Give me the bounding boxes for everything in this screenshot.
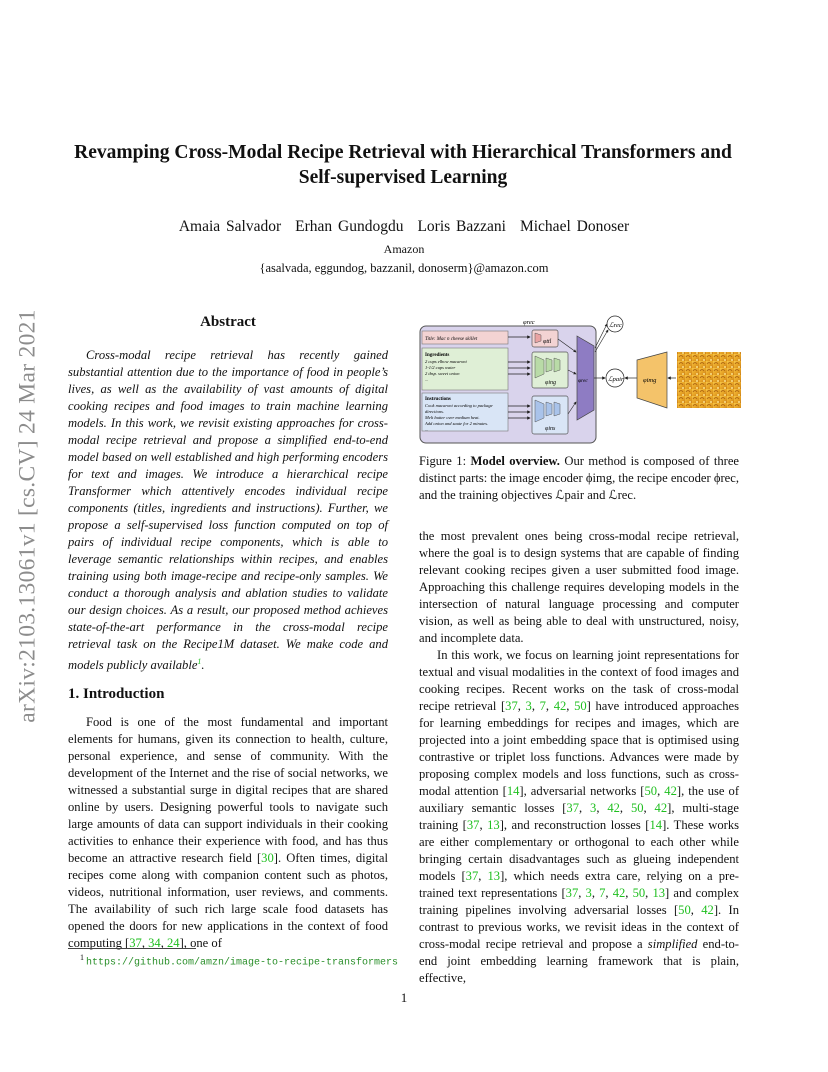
citation-link[interactable]: 50 xyxy=(574,699,587,713)
citation-link[interactable]: 7 xyxy=(599,886,606,900)
citation-link[interactable]: 24 xyxy=(167,936,180,950)
paragraph: Food is one of the most fundamental and important elements for humans, given its connection to health, culture, personal experience, and sense of community. With the development of the Internet and the rise of social networks, we witnessed a substantial surge in digital recipes that are shared online by users. Designing powerful tools to navigate such large amounts of data can support individuals in their cooking activities to enhance their experience with food, and has thus become an attractive research field [30]. Often times, digital recipes come along with companion content such as photos, videos, nutritional information, user reviews, and comments. The availability of such rich large scale food datasets has opened the doors for new applications in the context of food computing [37, 34, 24], one of xyxy=(68,715,388,950)
affiliation: Amazon xyxy=(383,242,425,256)
page-number: 1 xyxy=(400,990,408,1005)
citation-link[interactable]: 13 xyxy=(487,869,501,883)
instructions-heading: Instructions xyxy=(425,397,451,402)
citation-link[interactable]: 3 xyxy=(590,801,597,815)
paper-title: Revamping Cross-Modal Recipe Retrieval with Hierarchical Transformers and Self-supervised Learning xyxy=(74,142,732,188)
citation-link[interactable]: 37 xyxy=(466,818,480,832)
abstract-heading: Abstract xyxy=(200,314,256,330)
citation-link[interactable]: 14 xyxy=(506,784,520,798)
abstract-body: Cross-modal recipe retrieval has recently gained substantial attention due to the importance of food in people’s lives, as well as the availability of vast amounts of digital cooking recipes and food images to train machine learning models. In this work, we revisit existing approaches for cross-modal recipe retrieval and propose a simplified end-to-end model based on well established and high performing encoders for text and images. We introduce a hierarchical recipe Transformer which attentively encodes individual recipe components (titles, ingredients and instructions). Further, we propose a self-supervised loss function computed on top of pairs of individual recipe components, which is able to leverage semantic relationships within recipes, and enables training using both image-recipe and recipe-only samples. We conduct a thorough analysis and ablation studies to validate our design choices. As a result, our proposed method achieves state-of-the-art performance in the cross-modal recipe retrieval task on the Recipe1M dataset. We make code and models publicly available$^1$. xyxy=(68,348,388,673)
citation-link[interactable]: 13 xyxy=(652,886,666,900)
citation-link[interactable]: 37 xyxy=(505,699,518,713)
author: Loris Bazzani xyxy=(417,218,506,235)
ingredients-heading: Ingredients xyxy=(425,353,450,358)
citation-link[interactable]: 37 xyxy=(129,936,142,950)
author-emails: {asalvada, eggundog, bazzanil, donoserm}@amazon.com xyxy=(259,261,549,275)
paragraph: the most prevalent ones being cross-modal recipe retrieval, where the goal is to design systems that are capable of finding relevant cooking recipes given a user submitted food image. Approaching this challenge requires developing models in the intersection of natural language processing and computer vision, as well as being able to deal with unstructured, noisy, and incomplete data. xyxy=(419,529,739,645)
recipe-embedding-label: φrec xyxy=(578,378,588,384)
citation-link[interactable]: 42 xyxy=(664,784,677,798)
figure-title-text: Title: Mac n cheese skillet xyxy=(425,337,478,342)
citation-link[interactable]: 3 xyxy=(525,699,532,713)
introduction-body-continued xyxy=(419,528,739,987)
figure-text-line: directions. xyxy=(425,409,444,414)
citation-link[interactable]: 3 xyxy=(585,886,592,900)
citation-link[interactable]: 50 xyxy=(678,903,691,917)
paragraph: In this work, we focus on learning joint representations for textual and visual modalities in the context of food images and cooking recipes. Recent works on the task of cross-modal recipe retrieval [37, 3, 7, 42, 50] have introduced approaches for learning embeddings for recipes and images, which are projected into a joint embedding space that is optimised using contrastive or triplet loss functions. Advances were made by proposing complex models and loss functions, such as cross-modal attention [14], adversarial networks [50, 42], the use of auxiliary semantic losses [37, 3, 42, 50, 42], multi-stage training [37, 13], and reconstruction losses [14]. These works are either complementary or orthogonal to each other while bringing certain disadvantages such as glueing independent models [37, 13], which needs extra care, relying on a pre-trained text representations [37, 3, 7, 42, 50, 13] and complex training pipelines involving adversarial losses [50, 42]. In contrast to previous works, we revisit ideas in the context of cross-modal recipe retrieval and propose a simplified end-to-end joint embedding learning framework that is plain, effective, xyxy=(419,648,740,985)
citation-link[interactable]: 34 xyxy=(148,936,161,950)
citation-link[interactable]: 42 xyxy=(654,801,668,815)
figure-text-line: Melt butter over medium heat. xyxy=(425,415,480,420)
emphasis: simplified xyxy=(647,937,698,951)
arxiv-identifier: arXiv:2103.13061v1 [cs.CV] 24 Mar 2021 xyxy=(14,309,41,723)
food-image xyxy=(677,352,741,408)
citation-link[interactable]: 13 xyxy=(487,818,500,832)
title-encoder-label: φttl xyxy=(543,339,552,345)
pair-loss-label: ℒpair xyxy=(608,376,624,383)
citation-link[interactable]: 42 xyxy=(612,886,626,900)
citation-link[interactable]: 50 xyxy=(630,801,644,815)
citation-link[interactable]: 50 xyxy=(632,886,646,900)
figure-text-line: ... xyxy=(425,427,429,432)
footnote-divider xyxy=(68,948,196,949)
citation-link[interactable]: 50 xyxy=(644,784,658,798)
recipe-encoder-label: φrec xyxy=(523,319,535,326)
section-heading-introduction: 1. Introduction xyxy=(68,686,165,702)
figure-text-line: 2 tbsp. sweet onion xyxy=(425,371,460,376)
author: Amaia Salvador xyxy=(178,218,282,235)
author-list xyxy=(0,218,808,236)
figure-text-line: ... xyxy=(425,377,429,382)
figure-caption: Figure 1: Model overview. Our method is composed of three distinct parts: the image encoder ϕimg, the recipe encoder ϕrec, and the training objectives ℒpair and ℒrec. xyxy=(419,454,740,502)
citation-link[interactable]: 7 xyxy=(539,699,546,713)
citation-link[interactable]: 42 xyxy=(607,801,620,815)
figure-model-overview xyxy=(419,312,741,444)
citation-link[interactable]: 30 xyxy=(261,851,274,865)
ingredients-encoder-label: φing xyxy=(545,380,556,386)
footnote: $^1$ https://github.com/amzn/image-to-recipe-transformers xyxy=(80,953,399,969)
citation-link[interactable]: 37 xyxy=(465,869,479,883)
figure-text-line: Cook macaroni according to package xyxy=(425,403,493,408)
figure-text-line: 1-1/2 cups water xyxy=(425,365,456,370)
author: Erhan Gundogdu xyxy=(295,218,404,235)
rec-loss-label: ℒrec xyxy=(609,322,622,329)
figure-text-line: Add onion and saute for 2 minutes. xyxy=(425,421,489,426)
citation-link[interactable]: 37 xyxy=(565,886,579,900)
instructions-encoder-label: φins xyxy=(545,426,556,432)
footnote-link[interactable]: https://github.com/amzn/image-to-recipe-transformers xyxy=(86,957,399,969)
citation-link[interactable]: 42 xyxy=(553,699,567,713)
introduction-body xyxy=(68,714,388,952)
citation-link[interactable]: 42 xyxy=(701,903,714,917)
footnote-reference[interactable]: 1 xyxy=(197,657,202,666)
author: Michael Donoser xyxy=(519,218,630,235)
citation-link[interactable]: 14 xyxy=(649,818,663,832)
figure-text-line: 2 cups elbow macaroni xyxy=(425,359,467,364)
citation-link[interactable]: 37 xyxy=(566,801,579,815)
image-encoder-label: φimg xyxy=(643,377,657,384)
